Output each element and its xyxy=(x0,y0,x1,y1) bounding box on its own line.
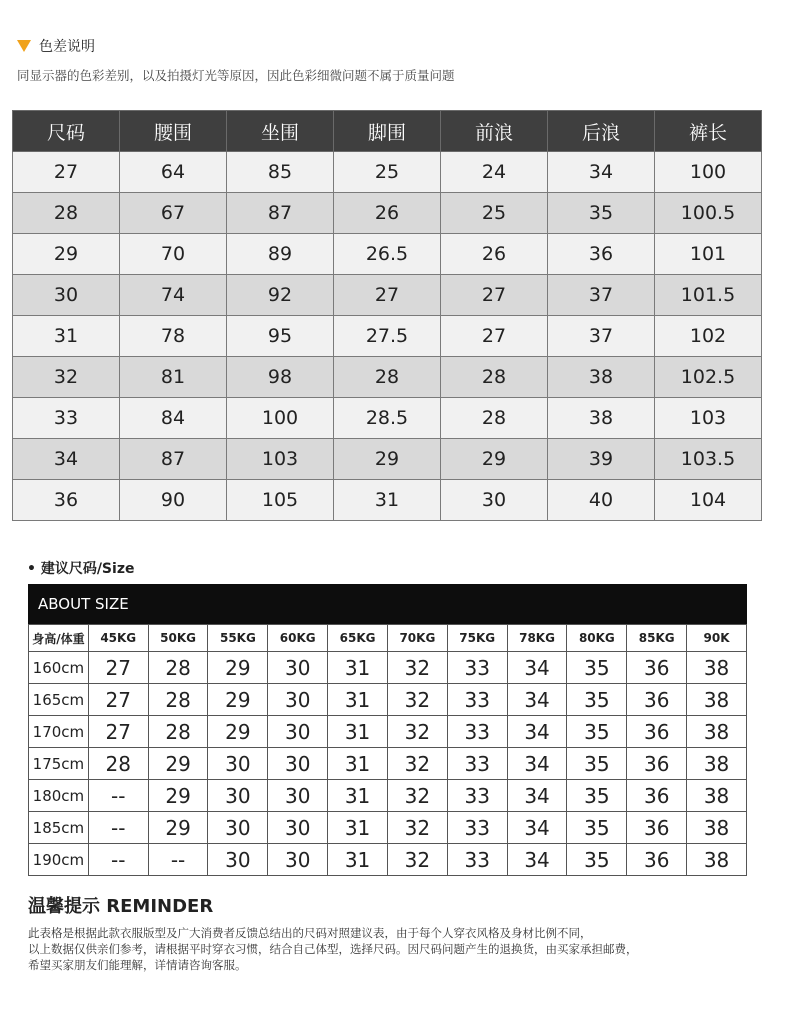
table-cell: 26 xyxy=(334,193,441,234)
reminder-title: 温馨提示 REMINDER xyxy=(28,896,214,917)
size-cell: 31 xyxy=(328,716,388,748)
table-cell: 70 xyxy=(120,234,227,275)
size-cell: -- xyxy=(88,812,148,844)
size-cell: 27 xyxy=(88,684,148,716)
size-cell: 29 xyxy=(148,812,208,844)
size-cell: 30 xyxy=(268,748,328,780)
size-cell: 31 xyxy=(328,812,388,844)
measurement-header-cell: 尺码 xyxy=(13,111,120,152)
table-cell: 67 xyxy=(120,193,227,234)
table-cell: 25 xyxy=(441,193,548,234)
table-row xyxy=(29,652,747,684)
size-cell: 32 xyxy=(387,844,447,876)
table-cell: 87 xyxy=(227,193,334,234)
size-cell: 30 xyxy=(268,716,328,748)
table-cell: 30 xyxy=(13,275,120,316)
size-guide-header-cell: 55KG xyxy=(208,625,268,652)
size-cell: 28 xyxy=(148,684,208,716)
size-cell: 38 xyxy=(687,652,747,684)
size-cell: 35 xyxy=(567,748,627,780)
measurement-header-cell: 前浪 xyxy=(441,111,548,152)
size-cell: 32 xyxy=(387,748,447,780)
size-cell: 30 xyxy=(268,780,328,812)
table-row xyxy=(29,780,747,812)
size-cell: 31 xyxy=(328,748,388,780)
size-guide-heading: • 建议尺码/Size xyxy=(27,561,135,577)
size-cell: 36 xyxy=(627,812,687,844)
size-cell: 36 xyxy=(627,780,687,812)
table-cell: 84 xyxy=(120,398,227,439)
size-cell: 35 xyxy=(567,812,627,844)
table-cell: 31 xyxy=(13,316,120,357)
table-cell: 32 xyxy=(13,357,120,398)
table-cell: 78 xyxy=(120,316,227,357)
color-difference-note: 同显示器的色彩差别，以及拍摄灯光等原因，因此色彩细微问题不属于质量问题 xyxy=(17,68,455,83)
table-cell: 100 xyxy=(227,398,334,439)
table-row xyxy=(29,748,747,780)
size-cell: 27 xyxy=(88,716,148,748)
size-cell: 29 xyxy=(148,748,208,780)
size-cell: 38 xyxy=(687,716,747,748)
size-cell: 36 xyxy=(627,748,687,780)
table-cell: 25 xyxy=(334,152,441,193)
size-cell: 30 xyxy=(268,652,328,684)
measurement-table-header xyxy=(13,111,762,152)
table-cell: 30 xyxy=(441,480,548,521)
size-cell: 33 xyxy=(447,684,507,716)
table-row xyxy=(13,152,762,193)
size-guide-header-cell: 70KG xyxy=(387,625,447,652)
size-cell: 35 xyxy=(567,844,627,876)
table-cell: 29 xyxy=(441,439,548,480)
size-cell: 30 xyxy=(208,812,268,844)
size-cell: 36 xyxy=(627,684,687,716)
size-cell: 34 xyxy=(507,684,567,716)
size-cell: 30 xyxy=(208,844,268,876)
size-cell: 27 xyxy=(88,652,148,684)
triangle-down-icon xyxy=(17,40,31,52)
size-cell: 31 xyxy=(328,780,388,812)
size-cell: 32 xyxy=(387,812,447,844)
table-cell: 29 xyxy=(13,234,120,275)
table-row xyxy=(13,275,762,316)
size-guide-header-cell: 78KG xyxy=(507,625,567,652)
table-row xyxy=(29,844,747,876)
table-cell: 37 xyxy=(548,316,655,357)
table-cell: 36 xyxy=(13,480,120,521)
size-cell: 33 xyxy=(447,844,507,876)
table-cell: 92 xyxy=(227,275,334,316)
table-cell: 27.5 xyxy=(334,316,441,357)
table-row xyxy=(13,439,762,480)
height-cell: 170cm xyxy=(29,716,89,748)
table-cell: 33 xyxy=(13,398,120,439)
table-cell: 27 xyxy=(334,275,441,316)
table-cell: 85 xyxy=(227,152,334,193)
size-cell: 33 xyxy=(447,780,507,812)
table-cell: 26.5 xyxy=(334,234,441,275)
measurement-header-cell: 后浪 xyxy=(548,111,655,152)
table-cell: 29 xyxy=(334,439,441,480)
table-cell: 35 xyxy=(548,193,655,234)
reminder-text xyxy=(28,925,768,973)
table-cell: 89 xyxy=(227,234,334,275)
size-cell: 32 xyxy=(387,716,447,748)
table-cell: 28 xyxy=(441,398,548,439)
size-cell: 33 xyxy=(447,748,507,780)
size-cell: 29 xyxy=(208,684,268,716)
size-cell: 38 xyxy=(687,780,747,812)
reminder-line: 以上数据仅供亲们参考，请根据平时穿衣习惯，结合自己体型，选择尺码。因尺码问题产生的退换货，由买家承担邮费， xyxy=(28,942,638,956)
table-cell: 105 xyxy=(227,480,334,521)
table-cell: 34 xyxy=(13,439,120,480)
size-cell: 30 xyxy=(208,780,268,812)
size-cell: 31 xyxy=(328,684,388,716)
size-cell: 30 xyxy=(208,748,268,780)
table-cell: 102 xyxy=(655,316,762,357)
size-guide-table xyxy=(28,624,747,876)
measurement-header-cell: 裤长 xyxy=(655,111,762,152)
table-cell: 27 xyxy=(13,152,120,193)
table-cell: 74 xyxy=(120,275,227,316)
table-cell: 27 xyxy=(441,275,548,316)
size-cell: 34 xyxy=(507,748,567,780)
table-cell: 95 xyxy=(227,316,334,357)
size-cell: 36 xyxy=(627,844,687,876)
size-cell: -- xyxy=(88,780,148,812)
size-guide-table-header xyxy=(29,625,747,652)
size-cell: 34 xyxy=(507,716,567,748)
table-cell: 26 xyxy=(441,234,548,275)
table-cell: 100.5 xyxy=(655,193,762,234)
table-row xyxy=(13,480,762,521)
table-cell: 81 xyxy=(120,357,227,398)
size-cell: 29 xyxy=(208,716,268,748)
size-cell: 32 xyxy=(387,652,447,684)
table-cell: 36 xyxy=(548,234,655,275)
table-cell: 37 xyxy=(548,275,655,316)
height-cell: 190cm xyxy=(29,844,89,876)
table-cell: 24 xyxy=(441,152,548,193)
size-cell: 33 xyxy=(447,716,507,748)
table-cell: 34 xyxy=(548,152,655,193)
table-row xyxy=(29,812,747,844)
table-row xyxy=(13,357,762,398)
color-difference-header xyxy=(17,36,95,56)
size-cell: 30 xyxy=(268,844,328,876)
size-cell: 28 xyxy=(148,716,208,748)
size-cell: 38 xyxy=(687,812,747,844)
size-guide-header-cell: 50KG xyxy=(148,625,208,652)
size-cell: 38 xyxy=(687,748,747,780)
size-cell: 33 xyxy=(447,652,507,684)
table-cell: 100 xyxy=(655,152,762,193)
size-guide-header-cell: 75KG xyxy=(447,625,507,652)
size-cell: 30 xyxy=(268,684,328,716)
size-guide-header-cell: 45KG xyxy=(88,625,148,652)
height-cell: 165cm xyxy=(29,684,89,716)
size-cell: 35 xyxy=(567,716,627,748)
size-cell: 36 xyxy=(627,652,687,684)
size-cell: 31 xyxy=(328,652,388,684)
size-guide-header-cell: 85KG xyxy=(627,625,687,652)
table-row xyxy=(13,234,762,275)
measurement-header-cell: 腰围 xyxy=(120,111,227,152)
measurement-header-cell: 脚围 xyxy=(334,111,441,152)
table-cell: 28 xyxy=(334,357,441,398)
size-cell: 38 xyxy=(687,844,747,876)
size-cell: 35 xyxy=(567,780,627,812)
size-cell: 33 xyxy=(447,812,507,844)
size-cell: 34 xyxy=(507,844,567,876)
size-cell: -- xyxy=(148,844,208,876)
table-cell: 103 xyxy=(655,398,762,439)
table-cell: 101.5 xyxy=(655,275,762,316)
size-cell: 36 xyxy=(627,716,687,748)
table-cell: 40 xyxy=(548,480,655,521)
table-cell: 38 xyxy=(548,398,655,439)
table-row xyxy=(13,193,762,234)
table-cell: 39 xyxy=(548,439,655,480)
table-cell: 28.5 xyxy=(334,398,441,439)
height-cell: 160cm xyxy=(29,652,89,684)
height-cell: 175cm xyxy=(29,748,89,780)
size-cell: 32 xyxy=(387,684,447,716)
table-cell: 90 xyxy=(120,480,227,521)
table-cell: 31 xyxy=(334,480,441,521)
size-guide-header-cell: 65KG xyxy=(328,625,388,652)
size-cell: 28 xyxy=(148,652,208,684)
size-cell: 34 xyxy=(507,780,567,812)
about-size-banner: ABOUT SIZE xyxy=(28,584,747,624)
size-guide-header-cell: 60KG xyxy=(268,625,328,652)
size-guide-header-cell: 90K xyxy=(687,625,747,652)
table-cell: 28 xyxy=(13,193,120,234)
size-cell: 38 xyxy=(687,684,747,716)
size-cell: 34 xyxy=(507,812,567,844)
measurement-table xyxy=(12,110,762,521)
table-cell: 103 xyxy=(227,439,334,480)
table-cell: 102.5 xyxy=(655,357,762,398)
size-cell: -- xyxy=(88,844,148,876)
table-cell: 87 xyxy=(120,439,227,480)
size-cell: 28 xyxy=(88,748,148,780)
size-cell: 29 xyxy=(208,652,268,684)
size-cell: 32 xyxy=(387,780,447,812)
table-row xyxy=(13,316,762,357)
size-cell: 29 xyxy=(148,780,208,812)
table-cell: 28 xyxy=(441,357,548,398)
table-row xyxy=(29,716,747,748)
table-cell: 104 xyxy=(655,480,762,521)
height-cell: 180cm xyxy=(29,780,89,812)
table-cell: 101 xyxy=(655,234,762,275)
measurement-header-cell: 坐围 xyxy=(227,111,334,152)
reminder-line: 希望买家朋友们能理解，详情请咨询客服。 xyxy=(28,958,247,972)
table-row xyxy=(13,398,762,439)
table-cell: 38 xyxy=(548,357,655,398)
table-cell: 98 xyxy=(227,357,334,398)
size-guide-header-cell: 身高/体重 xyxy=(29,625,89,652)
table-row xyxy=(29,684,747,716)
table-cell: 103.5 xyxy=(655,439,762,480)
size-cell: 30 xyxy=(268,812,328,844)
table-cell: 64 xyxy=(120,152,227,193)
size-cell: 35 xyxy=(567,684,627,716)
size-cell: 31 xyxy=(328,844,388,876)
reminder-line: 此表格是根据此款衣服版型及广大消费者反馈总结出的尺码对照建议表，由于每个人穿衣风格及身材比例不同， xyxy=(28,926,592,940)
color-difference-title: 色差说明 xyxy=(39,39,95,55)
size-cell: 34 xyxy=(507,652,567,684)
height-cell: 185cm xyxy=(29,812,89,844)
size-guide-header-cell: 80KG xyxy=(567,625,627,652)
table-cell: 27 xyxy=(441,316,548,357)
size-cell: 35 xyxy=(567,652,627,684)
